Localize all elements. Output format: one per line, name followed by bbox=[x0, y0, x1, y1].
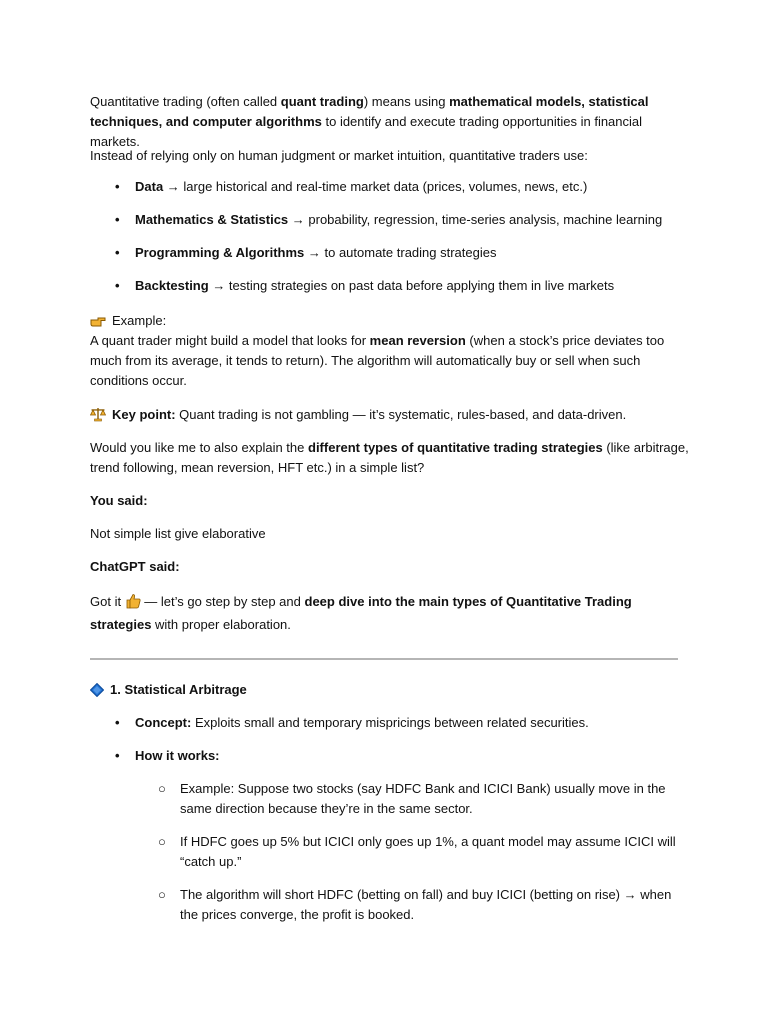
section-heading bbox=[90, 680, 690, 703]
intro-emphasis: mathematical models, statistical techniques, and computer algorithms bbox=[90, 94, 649, 129]
circle-bullet-icon: ○ bbox=[158, 834, 166, 849]
list-item-term: Programming & Algorithms bbox=[135, 245, 305, 260]
list-item-description: → large historical and real-time market data (prices, volumes, news, etc.) bbox=[163, 179, 588, 194]
example-label: Example: bbox=[112, 313, 167, 328]
concept-text: Exploits small and temporary mispricings between related securities. bbox=[191, 715, 589, 730]
key-point-text: Quant trading is not gambling — it’s systematic, rules-based, and data-driven. bbox=[175, 407, 627, 422]
question-text: Would you like me to also explain the bbox=[90, 440, 308, 455]
intro-term: quant trading bbox=[280, 94, 364, 109]
example-paragraph bbox=[90, 331, 690, 391]
concept-label: Concept: bbox=[135, 715, 192, 730]
list-item-text bbox=[135, 713, 695, 733]
list-item-description: → to automate trading strategies bbox=[304, 245, 497, 260]
assistant-text: — let’s go step by step and bbox=[140, 594, 305, 609]
example-text: A quant trader might build a model that looks for bbox=[90, 333, 370, 348]
intro-paragraph-2: Instead of relying only on human judgment or market intuition, quantitative traders use: bbox=[90, 148, 588, 163]
list-item-description: → testing strategies on past data before applying them in live markets bbox=[208, 278, 615, 293]
key-point-paragraph bbox=[90, 405, 690, 428]
list-item-text bbox=[135, 210, 695, 230]
bullet-dot: • bbox=[115, 748, 120, 763]
question-emphasis: different types of quantitative trading strategies bbox=[308, 440, 603, 455]
intro-text: ) means using bbox=[363, 94, 450, 109]
bullet-dot: • bbox=[115, 179, 120, 194]
list-item-text bbox=[135, 177, 695, 197]
intro-paragraph bbox=[90, 92, 690, 152]
scales-icon bbox=[90, 407, 106, 428]
key-point-label: Key point: bbox=[112, 407, 176, 422]
question-paragraph bbox=[90, 438, 690, 478]
list-item-term: Backtesting bbox=[135, 278, 209, 293]
list-item-text bbox=[135, 746, 695, 766]
thumbs-up-icon bbox=[125, 593, 141, 615]
user-message: Not simple list give elaborative bbox=[90, 526, 266, 541]
list-item-text bbox=[135, 276, 695, 296]
sub-list-item-text: The algorithm will short HDFC (betting on fall) and buy ICICI (betting on rise) → when the prices converge, the profit is booked. bbox=[180, 887, 672, 922]
example-text: (when a stock’s price deviates too much from its average, it tends to return). The algorithm will automatically buy or sell when such conditions occur. bbox=[90, 333, 665, 388]
intro-text: Quantitative trading (often called bbox=[90, 94, 281, 109]
section-divider bbox=[90, 658, 678, 660]
bullet-dot: • bbox=[115, 715, 120, 730]
circle-bullet-icon: ○ bbox=[158, 887, 166, 902]
bullet-dot: • bbox=[115, 212, 120, 227]
circle-bullet-icon: ○ bbox=[158, 781, 166, 796]
sub-list-item-text: Example: Suppose two stocks (say HDFC Bank and ICICI Bank) usually move in the same direction because they’re in the same sector. bbox=[180, 781, 666, 816]
how-it-works-label: How it works: bbox=[135, 748, 220, 763]
list-item-term: Data bbox=[135, 179, 164, 194]
bullet-dot: • bbox=[115, 245, 120, 260]
bullet-dot: • bbox=[115, 278, 120, 293]
intro-text: to identify and execute trading opportunities in financial markets. bbox=[90, 114, 643, 149]
question-text: (like arbitrage, trend following, mean reversion, HFT etc.) in a simple list? bbox=[90, 440, 689, 475]
user-label-text: You said: bbox=[90, 493, 148, 508]
assistant-label bbox=[90, 557, 690, 577]
user-label bbox=[90, 491, 690, 511]
list-item-term: Mathematics & Statistics bbox=[135, 212, 289, 227]
assistant-text: Got it bbox=[90, 594, 125, 609]
assistant-label-text: ChatGPT said: bbox=[90, 559, 180, 574]
section-title: 1. Statistical Arbitrage bbox=[110, 682, 247, 697]
blue-diamond-icon bbox=[90, 683, 104, 703]
example-term: mean reversion bbox=[369, 333, 466, 348]
list-item-text bbox=[135, 243, 695, 263]
assistant-emphasis: deep dive into the main types of Quantitative Trading strategies bbox=[90, 594, 632, 632]
list-item-description: → probability, regression, time-series analysis, machine learning bbox=[288, 212, 663, 227]
assistant-paragraph bbox=[90, 592, 690, 635]
sub-list-item-text: If HDFC goes up 5% but ICICI only goes up 1%, a quant model may assume ICICI will “catch up.” bbox=[180, 834, 676, 869]
assistant-text: with proper elaboration. bbox=[151, 617, 291, 632]
